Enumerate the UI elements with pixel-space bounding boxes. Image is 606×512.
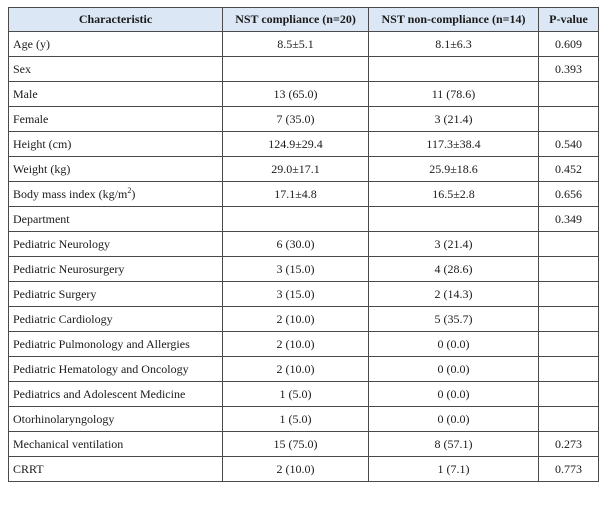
cell-pvalue <box>539 382 599 407</box>
cell-characteristic <box>9 282 223 307</box>
cell-characteristic <box>9 432 223 457</box>
table-row <box>9 57 599 82</box>
table-row <box>9 182 599 207</box>
characteristic-label: Age (y) <box>13 36 50 51</box>
cell-compliance: 2 (10.0) <box>223 332 369 357</box>
cell-compliance: 2 (10.0) <box>223 307 369 332</box>
cell-noncompliance: 16.5±2.8 <box>369 182 539 207</box>
cell-pvalue <box>539 82 599 107</box>
characteristic-label: Height (cm) <box>13 136 72 151</box>
table-row <box>9 357 599 382</box>
table-row <box>9 407 599 432</box>
cell-characteristic <box>9 332 223 357</box>
characteristic-label: Weight (kg) <box>13 161 71 176</box>
cell-characteristic <box>9 457 223 482</box>
cell-pvalue <box>539 282 599 307</box>
unit-suffix: ) <box>131 186 136 201</box>
characteristic-label: Pediatric Surgery <box>13 286 97 301</box>
characteristic-label: Otorhinolaryngology <box>13 411 115 426</box>
characteristic-label: Pediatric Hematology and Oncology <box>13 361 189 376</box>
characteristic-label: Pediatrics and Adolescent Medicine <box>13 386 186 401</box>
cell-noncompliance: 1 (7.1) <box>369 457 539 482</box>
cell-compliance: 3 (15.0) <box>223 282 369 307</box>
characteristic-label: Pediatric Neurosurgery <box>13 261 125 276</box>
cell-characteristic <box>9 232 223 257</box>
characteristic-label: Female <box>13 111 49 126</box>
table-row <box>9 307 599 332</box>
table-row <box>9 207 599 232</box>
characteristic-label: Pediatric Cardiology <box>13 311 113 326</box>
header-compliance: NST compliance (n=20) <box>223 8 369 32</box>
cell-noncompliance: 2 (14.3) <box>369 282 539 307</box>
table-row <box>9 457 599 482</box>
table-row <box>9 332 599 357</box>
header-pvalue: P-value <box>539 8 599 32</box>
cell-compliance: 13 (65.0) <box>223 82 369 107</box>
cell-pvalue: 0.273 <box>539 432 599 457</box>
table-row <box>9 132 599 157</box>
characteristic-label: Male <box>13 86 38 101</box>
cell-characteristic <box>9 382 223 407</box>
cell-characteristic <box>9 307 223 332</box>
cell-compliance: 1 (5.0) <box>223 407 369 432</box>
unit-superscript: 2 <box>127 185 132 195</box>
cell-characteristic <box>9 182 223 207</box>
characteristic-label: Pediatric Pulmonology and Allergies <box>13 336 190 351</box>
cell-compliance: 124.9±29.4 <box>223 132 369 157</box>
cell-pvalue: 0.656 <box>539 182 599 207</box>
cell-pvalue <box>539 257 599 282</box>
cell-compliance: 17.1±4.8 <box>223 182 369 207</box>
cell-pvalue <box>539 332 599 357</box>
cell-characteristic <box>9 132 223 157</box>
cell-compliance: 15 (75.0) <box>223 432 369 457</box>
cell-pvalue <box>539 407 599 432</box>
cell-noncompliance: 3 (21.4) <box>369 232 539 257</box>
cell-compliance <box>223 207 369 232</box>
cell-characteristic <box>9 57 223 82</box>
characteristic-label: Pediatric Neurology <box>13 236 110 251</box>
cell-noncompliance: 4 (28.6) <box>369 257 539 282</box>
table-header <box>9 8 599 32</box>
cell-noncompliance: 11 (78.6) <box>369 82 539 107</box>
cell-pvalue: 0.452 <box>539 157 599 182</box>
cell-characteristic <box>9 82 223 107</box>
cell-noncompliance: 0 (0.0) <box>369 382 539 407</box>
table-row <box>9 382 599 407</box>
characteristics-table <box>8 7 599 482</box>
table-row <box>9 32 599 57</box>
characteristic-label: CRRT <box>13 461 44 476</box>
table-row <box>9 107 599 132</box>
cell-characteristic <box>9 257 223 282</box>
characteristic-label: Sex <box>13 61 31 76</box>
cell-noncompliance: 0 (0.0) <box>369 407 539 432</box>
table-row <box>9 82 599 107</box>
cell-noncompliance: 0 (0.0) <box>369 357 539 382</box>
cell-noncompliance: 8 (57.1) <box>369 432 539 457</box>
cell-compliance: 29.0±17.1 <box>223 157 369 182</box>
cell-pvalue: 0.609 <box>539 32 599 57</box>
cell-compliance: 1 (5.0) <box>223 382 369 407</box>
cell-pvalue <box>539 232 599 257</box>
cell-compliance: 6 (30.0) <box>223 232 369 257</box>
table-row <box>9 257 599 282</box>
characteristic-label: Body mass index (kg/m <box>13 186 128 201</box>
characteristic-label: Mechanical ventilation <box>13 436 124 451</box>
cell-noncompliance <box>369 207 539 232</box>
cell-compliance: 2 (10.0) <box>223 357 369 382</box>
header-row <box>9 8 599 32</box>
cell-pvalue <box>539 357 599 382</box>
cell-noncompliance: 8.1±6.3 <box>369 32 539 57</box>
cell-pvalue <box>539 107 599 132</box>
cell-characteristic <box>9 157 223 182</box>
table-row <box>9 157 599 182</box>
cell-characteristic <box>9 357 223 382</box>
cell-pvalue: 0.393 <box>539 57 599 82</box>
cell-compliance: 8.5±5.1 <box>223 32 369 57</box>
cell-characteristic <box>9 107 223 132</box>
table-row <box>9 282 599 307</box>
cell-noncompliance: 5 (35.7) <box>369 307 539 332</box>
table-row <box>9 432 599 457</box>
cell-characteristic <box>9 407 223 432</box>
cell-compliance: 3 (15.0) <box>223 257 369 282</box>
cell-noncompliance: 117.3±38.4 <box>369 132 539 157</box>
table-row <box>9 232 599 257</box>
characteristic-label: Department <box>13 211 70 226</box>
cell-compliance: 2 (10.0) <box>223 457 369 482</box>
cell-pvalue: 0.773 <box>539 457 599 482</box>
cell-characteristic <box>9 32 223 57</box>
cell-pvalue <box>539 307 599 332</box>
table-body <box>9 32 599 482</box>
cell-pvalue: 0.540 <box>539 132 599 157</box>
cell-noncompliance: 0 (0.0) <box>369 332 539 357</box>
cell-characteristic <box>9 207 223 232</box>
cell-pvalue: 0.349 <box>539 207 599 232</box>
cell-compliance <box>223 57 369 82</box>
cell-compliance: 7 (35.0) <box>223 107 369 132</box>
header-characteristic: Characteristic <box>9 8 223 32</box>
cell-noncompliance: 25.9±18.6 <box>369 157 539 182</box>
cell-noncompliance: 3 (21.4) <box>369 107 539 132</box>
header-noncompliance: NST non-compliance (n=14) <box>369 8 539 32</box>
cell-noncompliance <box>369 57 539 82</box>
